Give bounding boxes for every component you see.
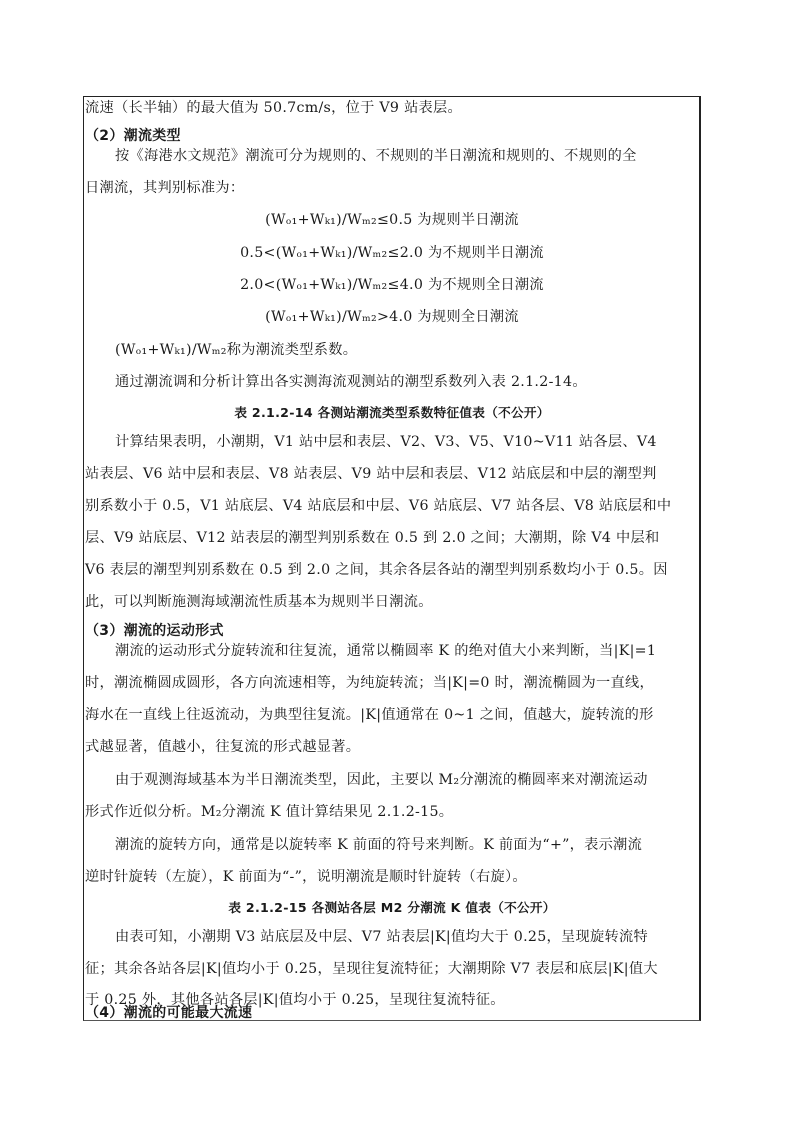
formula-irregular-semidiurnal: 0.5<(Wₒ₁+Wₖ₁)/Wₘ₂≤2.0 为不规则半日潮流 bbox=[240, 245, 544, 261]
formula-regular-semidiurnal: (Wₒ₁+Wₖ₁)/Wₘ₂≤0.5 为规则半日潮流 bbox=[265, 212, 519, 228]
paragraph-line: 由于观测海域基本为半日潮流类型，因此，主要以 M₂分潮流的椭圆率来对潮流运动 bbox=[115, 772, 648, 788]
paragraph-line: 海水在一直线上往返流动，为典型往复流。|K|值通常在 0~1 之间，值越大，旋转流的形 bbox=[85, 707, 654, 723]
paragraph-line: 层、V9 站底层、V12 站表层的潮型判别系数在 0.5 到 2.0 之间；大潮期，除 V4 中层和 bbox=[85, 530, 660, 546]
paragraph-line: 形式作近似分析。M₂分潮流 K 值计算结果见 2.1.2-15。 bbox=[85, 804, 454, 820]
paragraph-line: 潮流的运动形式分旋转流和往复流，通常以椭圆率 K 的绝对值大小来判断，当|K|=1 bbox=[115, 643, 657, 659]
formula-irregular-diurnal: 2.0<(Wₒ₁+Wₖ₁)/Wₘ₂≤4.0 为不规则全日潮流 bbox=[240, 277, 544, 293]
paragraph-line: 逆时针旋转（左旋），K 前面为“-”，说明潮流是顺时针旋转（右旋）。 bbox=[85, 869, 527, 885]
table-caption-2-1-2-14: 表 2.1.2-14 各测站潮流类型系数特征值表（不公开） bbox=[234, 405, 550, 420]
paragraph-line: 由表可知，小潮期 V3 站底层及中层、V7 站表层|K|值均大于 0.25，呈现旋转流特 bbox=[115, 929, 648, 945]
paragraph-line: 站表层、V6 站中层和表层、V8 站表层、V9 站中层和表层、V12 站底层和中层的潮型判 bbox=[85, 466, 657, 482]
table-caption-2-1-2-15: 表 2.1.2-15 各测站各层 M2 分潮流 K 值表（不公开） bbox=[228, 900, 556, 915]
paragraph-line: 时，潮流椭圆成圆形，各方向流速相等，为纯旋转流；当|K|=0 时，潮流椭圆为一直线， bbox=[85, 675, 654, 691]
paragraph-line: V6 表层的潮型判别系数在 0.5 到 2.0 之间，其余各层各站的潮型判别系数均小于 0.5。因 bbox=[85, 562, 668, 578]
paragraph-line: 于 0.25 外，其他各站各层|K|值均小于 0.25，呈现往复流特征。 bbox=[85, 992, 505, 1008]
paragraph-line: 计算结果表明，小潮期，V1 站中层和表层、V2、V3、V5、V10~V11 站各层、V4 bbox=[115, 434, 657, 450]
section-heading-max-velocity: （4）潮流的可能最大流速 bbox=[85, 1005, 253, 1021]
section-heading-tidal-type: （2）潮流类型 bbox=[85, 128, 181, 144]
paragraph-line: 潮流的旋转方向，通常是以旋转率 K 前面的符号来判断。K 前面为“+”，表示潮流 bbox=[115, 837, 643, 853]
paragraph-line: 按《海港水文规范》潮流可分为规则的、不规则的半日潮流和规则的、不规则的全 bbox=[115, 148, 637, 164]
section-heading-motion-form: （3）潮流的运动形式 bbox=[85, 623, 224, 639]
paragraph-line: 别系数小于 0.5，V1 站底层、V4 站底层和中层、V6 站底层、V7 站各层、V8 站底层和中 bbox=[85, 498, 672, 514]
paragraph-line: (Wₒ₁+Wₖ₁)/Wₘ₂称为潮流类型系数。 bbox=[115, 342, 358, 358]
paragraph-line: 通过潮流调和分析计算出各实测海流观测站的潮型系数列入表 2.1.2-14。 bbox=[115, 374, 587, 390]
paragraph-line: 式越显著，值越小，往复流的形式越显著。 bbox=[85, 739, 361, 755]
paragraph-line: 此，可以判断施测海域潮流性质基本为规则半日潮流。 bbox=[85, 594, 433, 610]
paragraph-line: 流速（长半轴）的最大值为 50.7cm/s，位于 V9 站表层。 bbox=[85, 100, 463, 116]
paragraph-line: 征；其余各站各层|K|值均小于 0.25，呈现往复流特征；大潮期除 V7 表层和底层|K|值大 bbox=[85, 961, 658, 977]
paragraph-line: 日潮流，其判别标准为： bbox=[85, 180, 245, 196]
formula-regular-diurnal: (Wₒ₁+Wₖ₁)/Wₘ₂>4.0 为规则全日潮流 bbox=[265, 309, 519, 325]
